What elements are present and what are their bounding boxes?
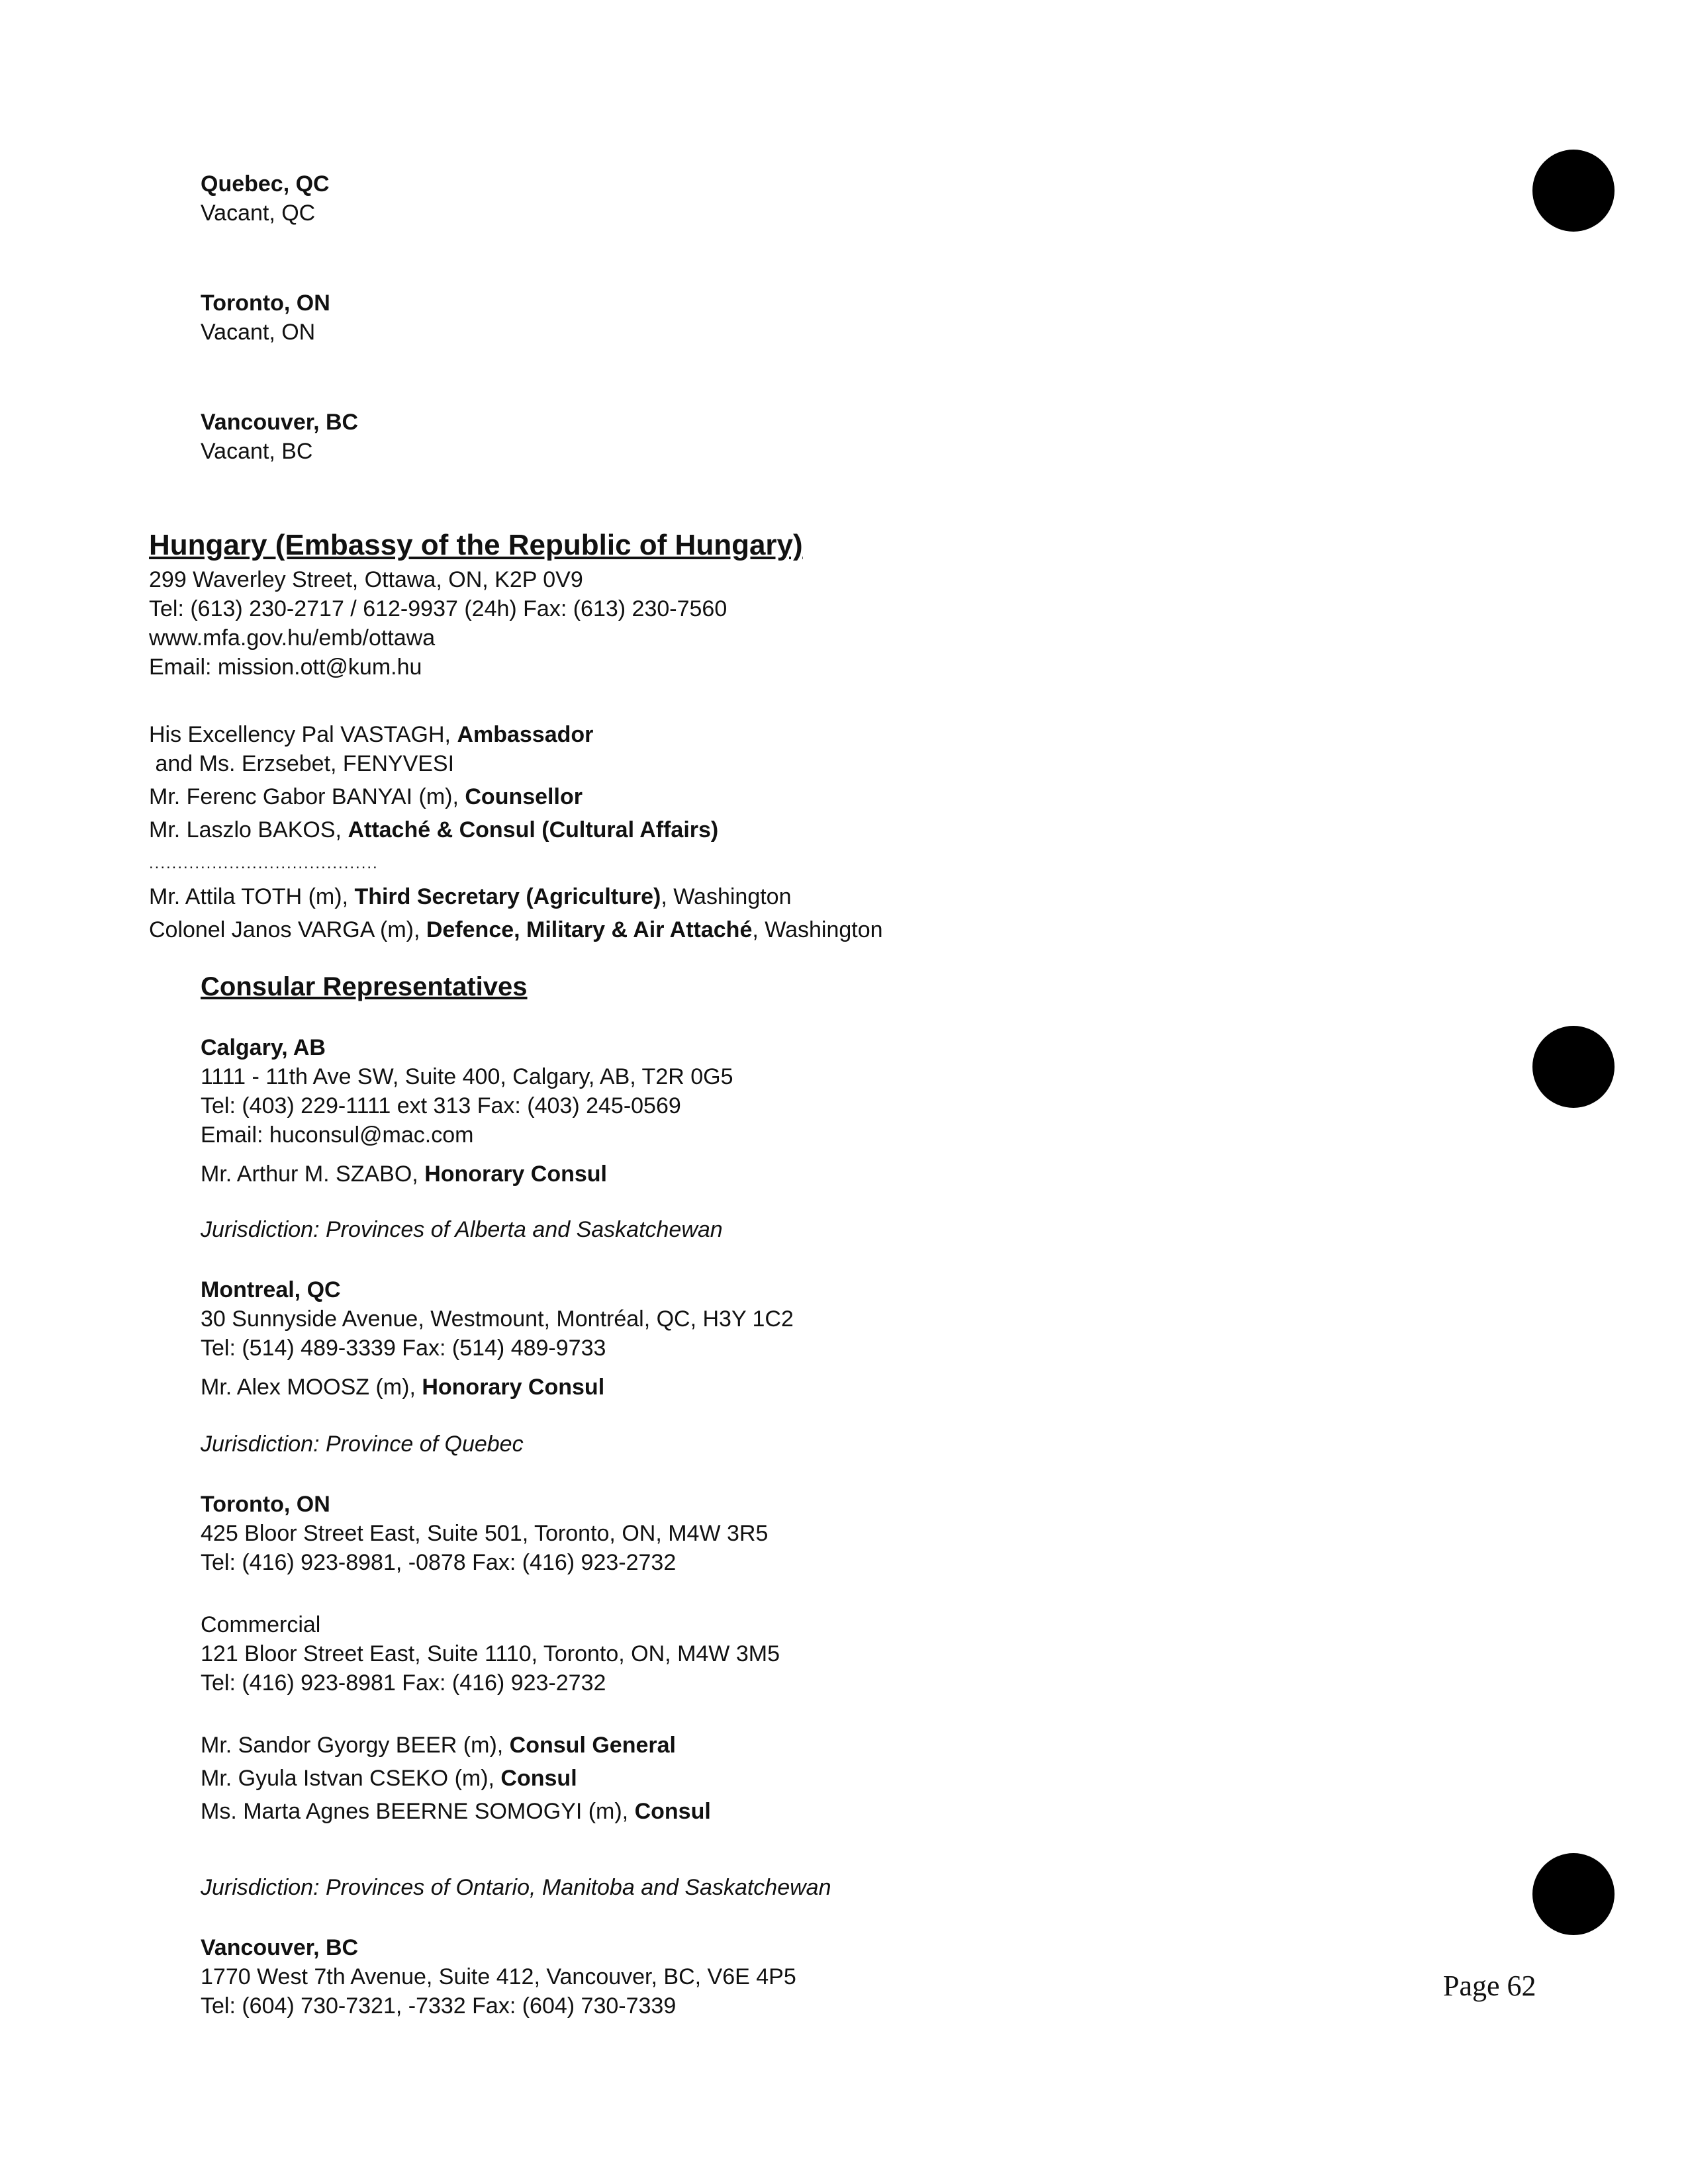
staff-line bbox=[149, 782, 718, 811]
consulate-city: Toronto, ON bbox=[201, 1492, 330, 1517]
jurisdiction-note: Jurisdiction: Provinces of Alberta and Saskatchewan bbox=[201, 1217, 723, 1242]
commercial-label: Commercial bbox=[201, 1612, 321, 1637]
consulate-city: Toronto, ON bbox=[201, 291, 330, 316]
consulate-entry bbox=[201, 408, 358, 466]
embassy-phone: Tel: (613) 230-2717 / 612-9937 (24h) Fax: (613) 230-7560 bbox=[149, 596, 727, 621]
consulate-city: Vancouver, BC bbox=[201, 410, 359, 435]
consul-line bbox=[201, 1729, 711, 1762]
consulate-phone: Tel: (416) 923-8981, -0878 Fax: (416) 923-2732 bbox=[201, 1550, 677, 1575]
staff-spouse: and Ms. Erzsebet, FENYVESI bbox=[149, 751, 455, 776]
staff-name: Mr. Laszlo BAKOS, bbox=[149, 817, 348, 842]
jurisdiction-note: Jurisdiction: Province of Quebec bbox=[201, 1432, 524, 1457]
page-number: Page 62 bbox=[1443, 1970, 1536, 2002]
consulate-address: 30 Sunnyside Avenue, Westmount, Montréal, QC, H3Y 1C2 bbox=[201, 1306, 794, 1332]
consulate-city: Quebec, QC bbox=[201, 171, 330, 197]
staff-title: Counsellor bbox=[465, 784, 583, 809]
commercial-address: 121 Bloor Street East, Suite 1110, Toronto, ON, M4W 3M5 bbox=[201, 1641, 780, 1666]
consulate-address: 1111 - 11th Ave SW, Suite 400, Calgary, AB, T2R 0G5 bbox=[201, 1064, 733, 1089]
consul-title: Honorary Consul bbox=[422, 1375, 605, 1400]
staff-line bbox=[149, 720, 718, 749]
consulate-detail: Vacant, QC bbox=[201, 201, 316, 226]
consul-name: Mr. Sandor Gyorgy BEER (m), bbox=[201, 1733, 510, 1758]
embassy-contact bbox=[149, 566, 727, 682]
punch-hole-middle bbox=[1532, 1026, 1615, 1108]
consulate-vancouver bbox=[201, 1934, 796, 2021]
consulate-entry bbox=[201, 289, 330, 347]
consulate-city: Montreal, QC bbox=[201, 1277, 341, 1302]
staff-name: Colonel Janos VARGA (m), bbox=[149, 917, 426, 942]
consul-name: Mr. Arthur M. SZABO, bbox=[201, 1161, 425, 1187]
embassy-address: 299 Waverley Street, Ottawa, ON, K2P 0V9 bbox=[149, 567, 583, 592]
consul-title: Honorary Consul bbox=[424, 1161, 607, 1187]
consulate-detail: Vacant, ON bbox=[201, 320, 316, 345]
embassy-website: www.mfa.gov.hu/emb/ottawa bbox=[149, 625, 436, 651]
staff-title: Attaché & Consul (Cultural Affairs) bbox=[348, 817, 719, 842]
punch-hole-top bbox=[1532, 150, 1615, 232]
staff-line bbox=[149, 815, 718, 844]
consul-line bbox=[201, 1795, 711, 1828]
jurisdiction-note: Jurisdiction: Provinces of Ontario, Manitoba and Saskatchewan bbox=[201, 1875, 831, 1900]
staff-title: Third Secretary (Agriculture) bbox=[354, 884, 661, 909]
embassy-staff bbox=[149, 720, 718, 844]
staff-name: His Excellency Pal VASTAGH, bbox=[149, 722, 457, 747]
consul-name: Ms. Marta Agnes BEERNE SOMOGYI (m), bbox=[201, 1799, 635, 1824]
consulate-toronto bbox=[201, 1490, 780, 1698]
staff-name: Mr. Attila TOTH (m), bbox=[149, 884, 355, 909]
consulate-entry bbox=[201, 169, 330, 228]
consul-title: Consul bbox=[634, 1799, 711, 1824]
consul-title: Consul bbox=[500, 1766, 577, 1791]
consulate-phone: Tel: (514) 489-3339 Fax: (514) 489-9733 bbox=[201, 1336, 606, 1361]
embassy-staff-washington bbox=[149, 880, 883, 946]
staff-line bbox=[149, 913, 883, 946]
consul-line bbox=[201, 1762, 711, 1795]
embassy-email: Email: mission.ott@kum.hu bbox=[149, 655, 422, 680]
consulate-detail: Vacant, BC bbox=[201, 439, 313, 464]
consulate-email: Email: huconsul@mac.com bbox=[201, 1122, 474, 1148]
staff-line bbox=[149, 880, 883, 913]
consulate-montreal bbox=[201, 1276, 794, 1402]
toronto-staff bbox=[201, 1729, 711, 1828]
consul-title: Consul General bbox=[509, 1733, 676, 1758]
consulate-calgary bbox=[201, 1034, 733, 1189]
consul-name: Mr. Alex MOOSZ (m), bbox=[201, 1375, 422, 1400]
consular-heading: Consular Representatives bbox=[201, 972, 528, 1001]
staff-location: , Washington bbox=[661, 884, 792, 909]
punch-hole-bottom bbox=[1532, 1853, 1615, 1935]
staff-name: Mr. Ferenc Gabor BANYAI (m), bbox=[149, 784, 465, 809]
consulate-address: 1770 West 7th Avenue, Suite 412, Vancouver, BC, V6E 4P5 bbox=[201, 1964, 796, 1989]
commercial-phone: Tel: (416) 923-8981 Fax: (416) 923-2732 bbox=[201, 1670, 606, 1696]
consul-name: Mr. Gyula Istvan CSEKO (m), bbox=[201, 1766, 501, 1791]
consulate-address: 425 Bloor Street East, Suite 501, Toronto, ON, M4W 3R5 bbox=[201, 1521, 769, 1546]
consulate-city: Calgary, AB bbox=[201, 1035, 326, 1060]
staff-location: , Washington bbox=[752, 917, 883, 942]
consulate-phone: Tel: (403) 229-1111 ext 313 Fax: (403) 245-0569 bbox=[201, 1093, 681, 1118]
consul-line bbox=[201, 1373, 794, 1402]
embassy-title: Hungary (Embassy of the Republic of Hungary) bbox=[149, 529, 803, 561]
consul-line bbox=[201, 1160, 733, 1189]
consulate-phone: Tel: (604) 730-7321, -7332 Fax: (604) 730-7339 bbox=[201, 1993, 677, 2019]
staff-separator: ........................................ bbox=[149, 854, 379, 872]
consulate-city: Vancouver, BC bbox=[201, 1935, 359, 1960]
staff-title: Defence, Military & Air Attaché bbox=[426, 917, 753, 942]
staff-title: Ambassador bbox=[457, 722, 594, 747]
